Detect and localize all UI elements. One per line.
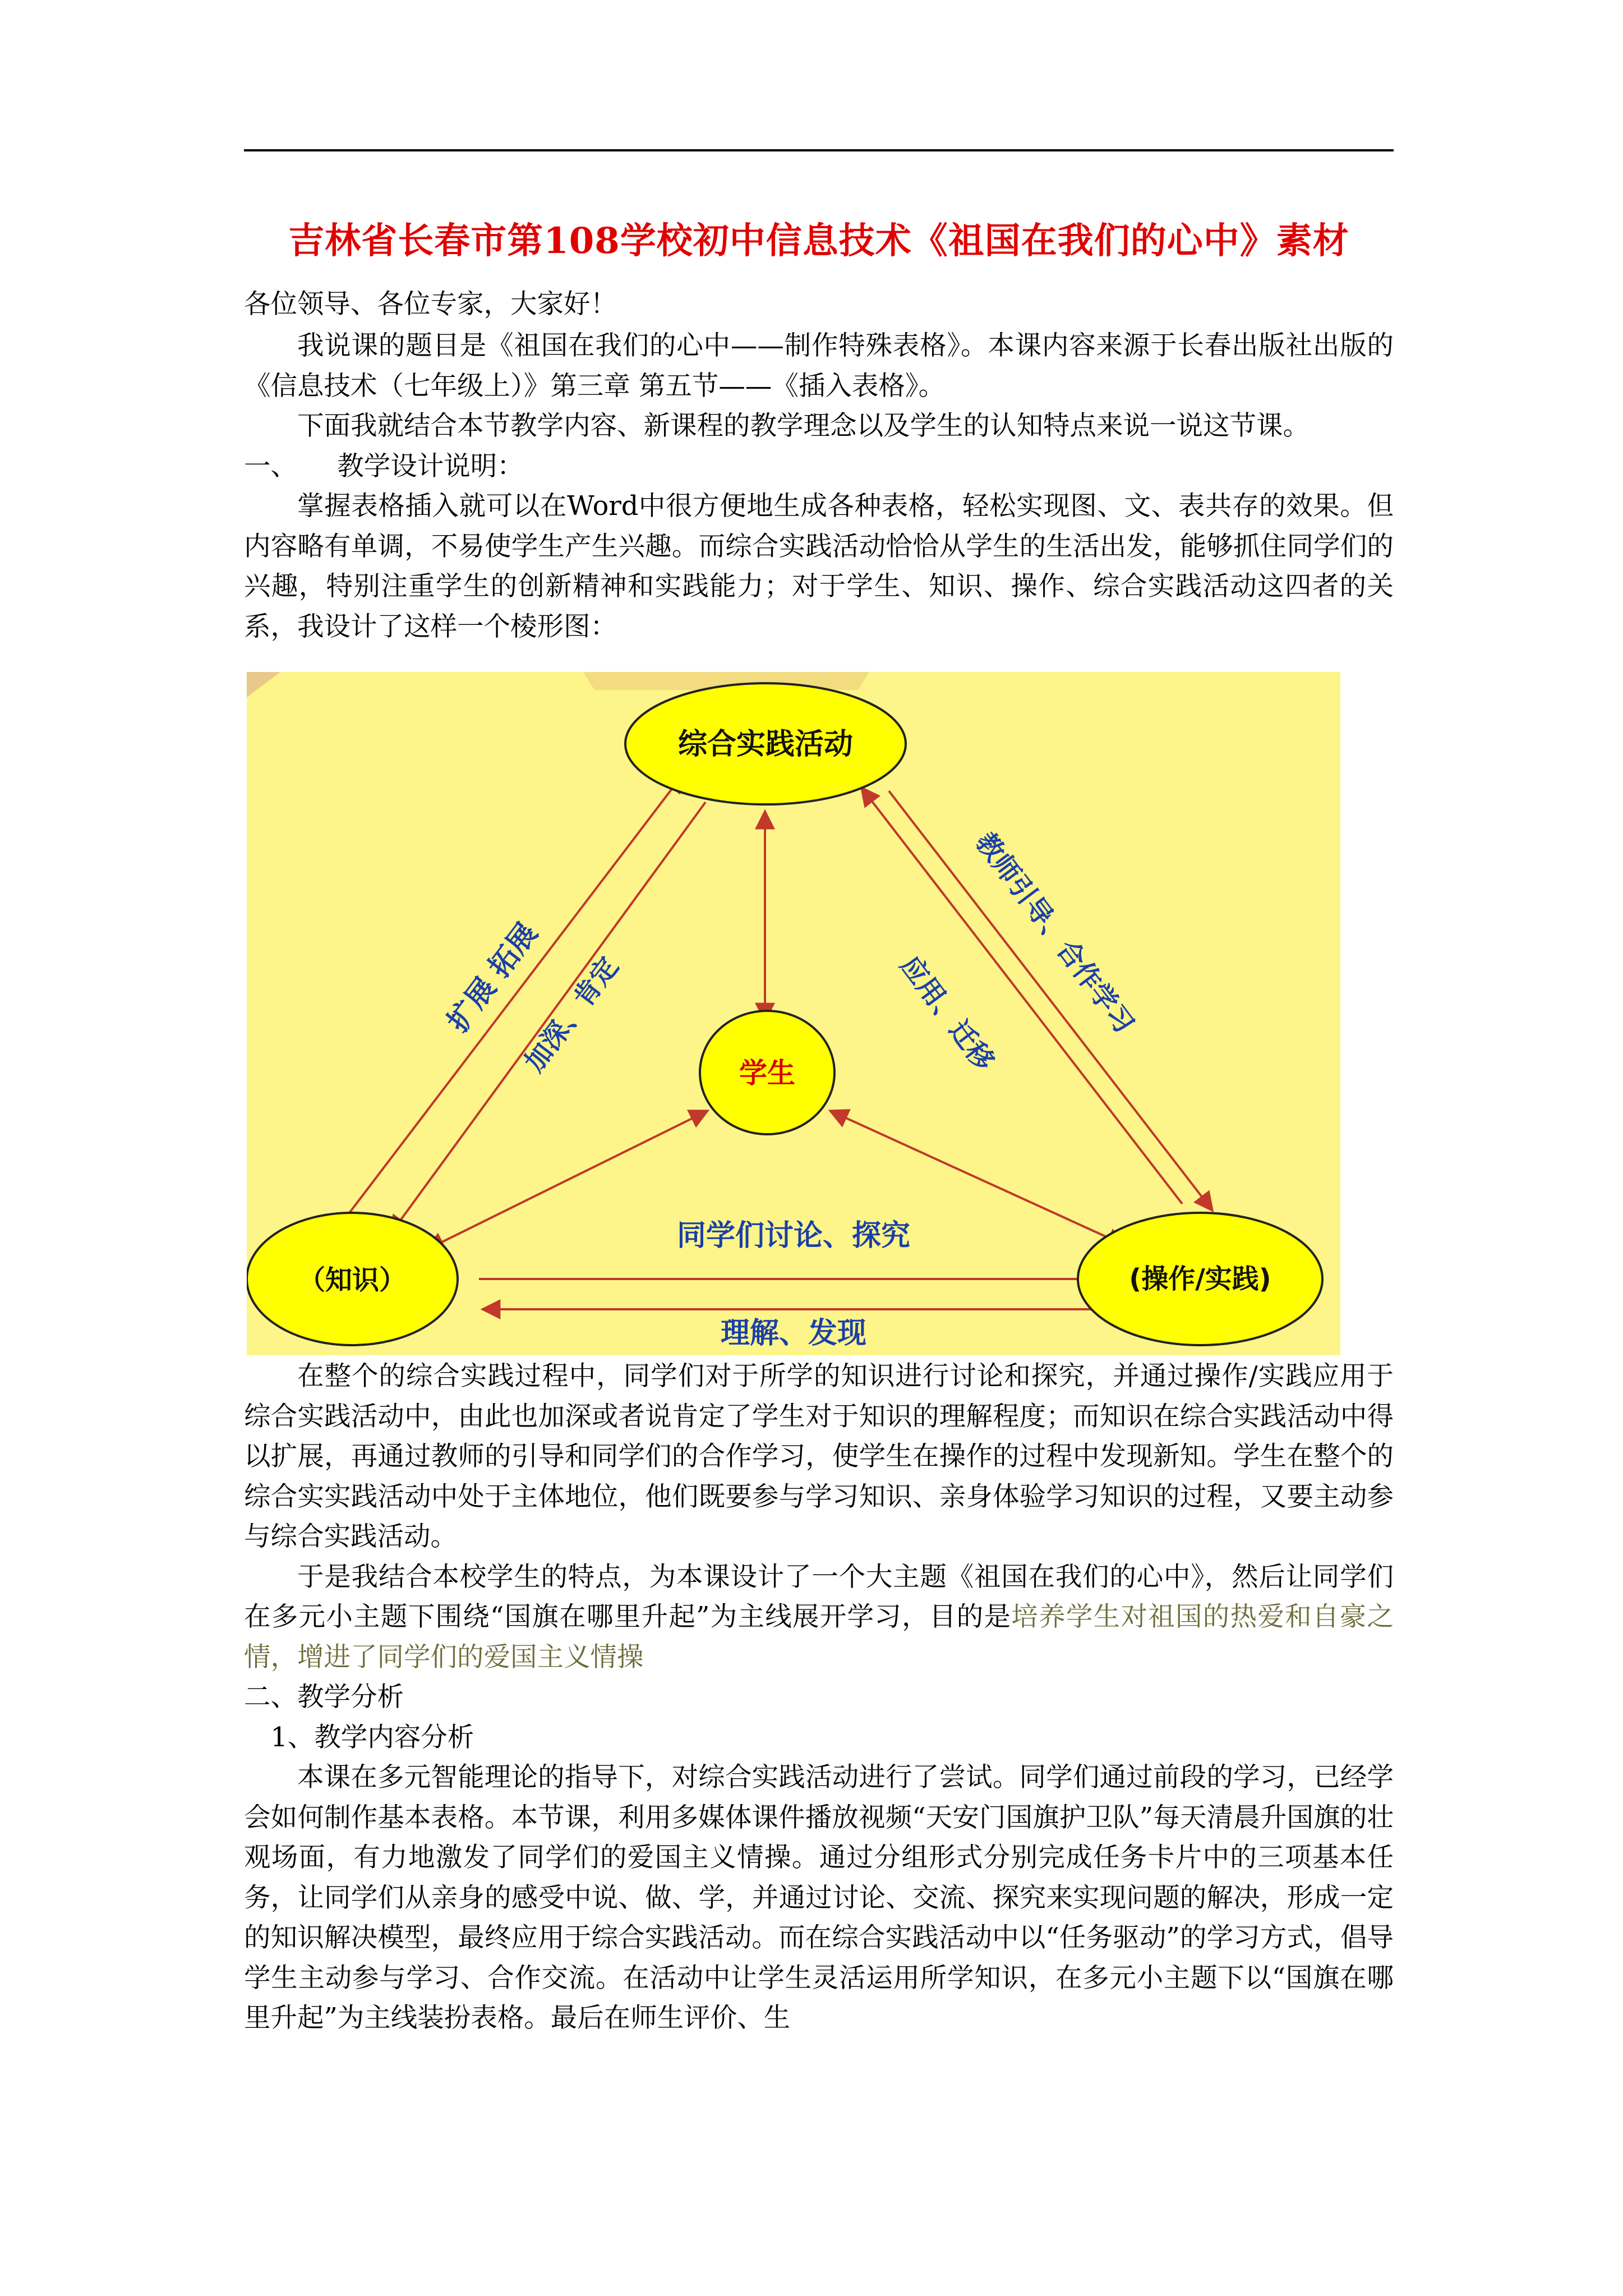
label-guide: 教师引导、合作学习 — [969, 827, 1141, 1039]
label-discuss: 同学们讨论、探究 — [676, 1219, 911, 1253]
paragraph-theme — [244, 1557, 1394, 1678]
label-deepen: 加深、肯定 — [518, 951, 625, 1078]
label-expand: 扩展 拓展 — [441, 917, 545, 1039]
header-rule — [244, 149, 1394, 151]
arrow-knowledge-student — [426, 1111, 708, 1250]
node-activity-label: 综合实践活动 — [677, 728, 854, 761]
node-knowledge-label: （知识） — [298, 1264, 407, 1296]
document-title: 吉林省长春市第108学校初中信息技术《祖国在我们的心中》素材 — [288, 220, 1349, 262]
heading-analysis: 二、教学分析 — [244, 1682, 404, 1713]
paragraph-theme-main: 于是我结合本校学生的特点，为本课设计了一个大主题《祖国在我们的心中》，然后让同学们在多元小主题下围绕“国旗在哪里升起”为主线展开学习，目的是 — [244, 1561, 1394, 1632]
intro-section — [244, 326, 1394, 647]
node-student-label: 学生 — [739, 1057, 795, 1089]
arrow-practice-to-activity — [861, 788, 1182, 1204]
heading-content-analysis: 1、教学内容分析 — [270, 1722, 474, 1753]
banner-corner-shape — [247, 672, 280, 697]
paragraph-process: 在整个的综合实践过程中，同学们对于所学的知识进行讨论和探究，并通过操作/实践应用于综合实践活动中，由此也加深或者说肯定了学生对于知识的理解程度；而知识在综合实践活动中得以扩展，再通过教师的引导和同学们的合作学习，使学生在操作的过程中发现新知。学生在整个的综合实实践活动中处于主体地位，他们既要参与学习知识、亲身体验学习知识的过程，又要主动参与综合实践活动。 — [244, 1361, 1394, 1552]
greeting: 各位领导、各位专家，大家好！ — [244, 289, 617, 320]
paragraph-topic: 我说课的题目是《祖国在我们的心中——制作特殊表格》。本课内容来源于长春出版社出版的《信息技术（七年级上）》第三章 第五节——《插入表格》。 — [244, 330, 1394, 402]
diagram-svg — [247, 672, 1340, 1355]
paragraph-content-analysis: 本课在多元智能理论的指导下，对综合实践活动进行了尝试。同学们通过前段的学习，已经学会如何制作基本表格。本节课，利用多媒体课件播放视频“天安门国旗护卫队”每天清晨升国旗的壮观场面，有力地激发了同学们的爱国主义情操。通过分组形式分别完成任务卡片中的三项基本任务，让同学们从亲身的感受中说、做、学，并通过讨论、交流、探究来实现问题的解决，形成一定的知识解决模型，最终应用于综合实践活动。而在综合实践活动中以“任务驱动”的学习方式，倡导学生主动参与学习、合作交流。在活动中让学生灵活运用所学知识，在多元小主题下以“国旗在哪里升起”为主线装扮表格。最后在师生评价、生 — [244, 1762, 1394, 2033]
relationship-diagram — [247, 672, 1340, 1355]
paragraph-overview: 下面我就结合本节教学内容、新课程的教学理念以及学生的认知特点来说一说这节课。 — [297, 411, 1310, 441]
label-apply: 应用、迁移 — [894, 950, 1000, 1077]
node-practice-label: (操作/实践) — [1129, 1263, 1271, 1295]
paragraph-design: 掌握表格插入就可以在Word中很方便地生成各种表格，轻松实现图、文、表共存的效果。但内容略有单调，不易使学生产生兴趣。而综合实践活动恰恰从学生的生活出发，能够抓住同学们的兴趣，特别注重学生的创新精神和实践能力；对于学生、知识、操作、综合实践活动这四者的关系，我设计了这样一个棱形图： — [244, 491, 1394, 642]
arrow-activity-to-knowledge — [390, 802, 706, 1234]
heading-design: 一、 教学设计说明： — [244, 450, 524, 482]
body-section — [244, 1356, 1394, 2039]
label-understand: 理解、发现 — [720, 1317, 867, 1350]
paragraph-theme-goal: 培养学生对祖国的热爱和自豪之情，增进了同学们的爱国主义情操 — [244, 1602, 1394, 1673]
